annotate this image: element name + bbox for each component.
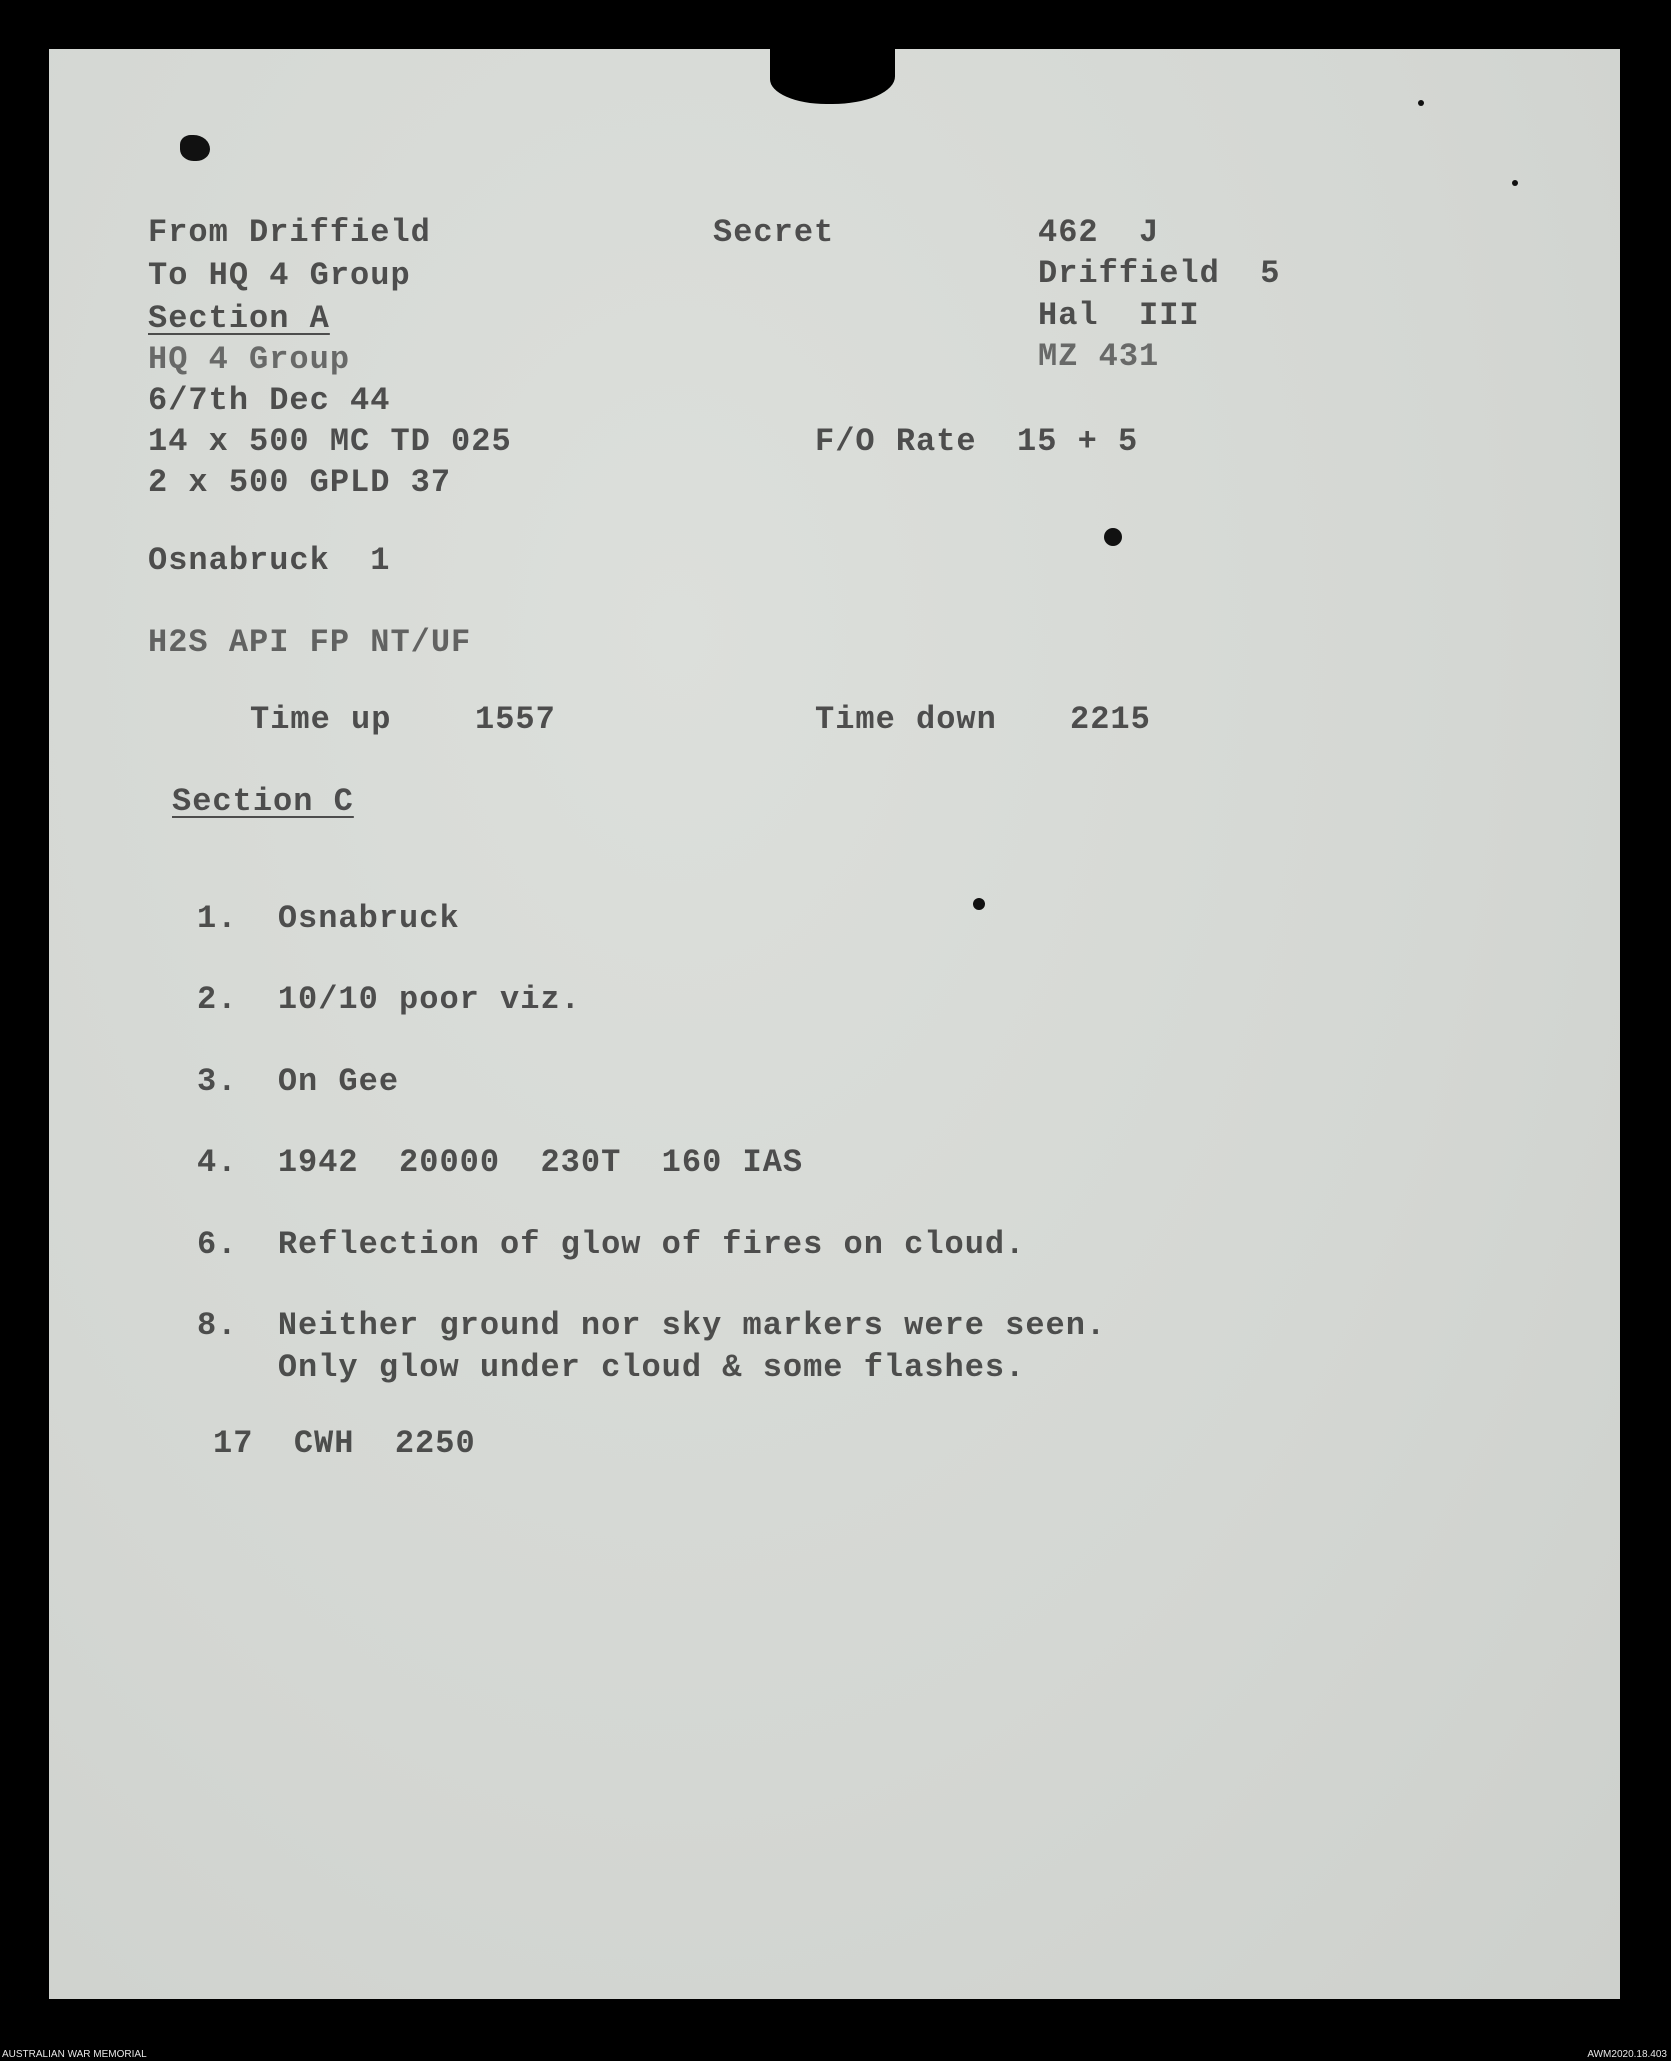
station: Driffield 5 [1038, 255, 1281, 292]
aircraft-type: Hal III [1038, 297, 1200, 334]
equipment-line: H2S API FP NT/UF [148, 624, 472, 661]
from-line: From Driffield [148, 214, 431, 251]
section-c-heading: Section C [172, 783, 354, 820]
item-1: 1. Osnabruck [197, 900, 460, 937]
time-up-value: 1557 [475, 701, 556, 738]
paper-damage-mark [180, 135, 210, 161]
footer-right: AWM2020.18.403 [1587, 2049, 1667, 2060]
aircraft-serial: MZ 431 [1038, 338, 1160, 375]
section-a-heading: Section A [148, 300, 330, 337]
classification: Secret [713, 214, 835, 251]
fo-rate: F/O Rate 15 + 5 [815, 423, 1139, 460]
ink-dot [1418, 100, 1424, 106]
ink-dot [973, 898, 985, 910]
footer-left: AUSTRALIAN WAR MEMORIAL [2, 2049, 147, 2060]
ink-dot [1104, 528, 1122, 546]
item-8-line-2: Only glow under cloud & some flashes. [197, 1349, 1026, 1386]
paper-tear-top [770, 49, 895, 104]
time-down-label: Time down [815, 701, 997, 738]
item-3: 3. On Gee [197, 1063, 400, 1100]
hq-line: HQ 4 Group [148, 341, 351, 378]
item-4: 4. 1942 20000 230T 160 IAS [197, 1144, 804, 1181]
bomb-load-1: 14 x 500 MC TD 025 [148, 423, 512, 460]
aircraft-id: 462 J [1038, 214, 1160, 251]
date-line: 6/7th Dec 44 [148, 382, 391, 419]
time-up-label: Time up [250, 701, 392, 738]
item-2: 2. 10/10 poor viz. [197, 981, 581, 1018]
time-down-value: 2215 [1070, 701, 1151, 738]
target-line: Osnabruck 1 [148, 542, 391, 579]
item-8-line-1: 8. Neither ground nor sky markers were seen. [197, 1307, 1107, 1344]
bomb-load-2: 2 x 500 GPLD 37 [148, 464, 452, 501]
item-6: 6. Reflection of glow of fires on cloud. [197, 1226, 1026, 1263]
ink-dot [1512, 180, 1518, 186]
to-line: To HQ 4 Group [148, 257, 411, 294]
signoff: 17 CWH 2250 [213, 1425, 476, 1462]
